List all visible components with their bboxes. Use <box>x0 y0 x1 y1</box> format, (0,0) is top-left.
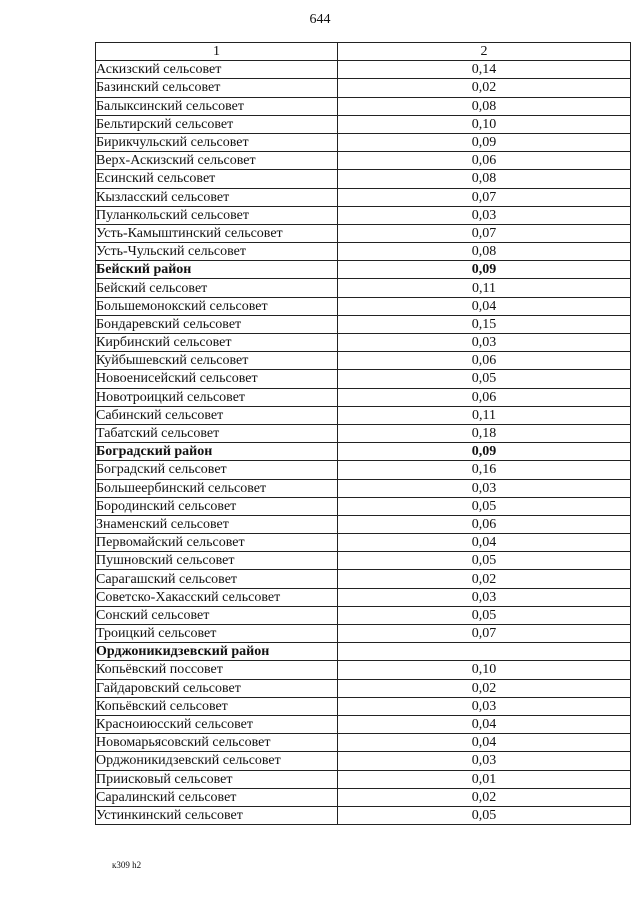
table-row <box>96 770 631 788</box>
table-row <box>96 370 631 388</box>
table-row <box>96 152 631 170</box>
table-row <box>96 224 631 242</box>
column-header-1: 1 <box>96 43 338 61</box>
table-row <box>96 734 631 752</box>
row-name: Орджоникидзевский сельсовет <box>96 752 338 770</box>
row-value: 0,05 <box>338 806 631 824</box>
row-value: 0,03 <box>338 479 631 497</box>
row-name: Кызласский сельсовет <box>96 188 338 206</box>
footer-code: к309 h2 <box>112 860 142 870</box>
row-name: Балыксинский сельсовет <box>96 97 338 115</box>
table-row <box>96 497 631 515</box>
row-value: 0,05 <box>338 606 631 624</box>
table-row <box>96 388 631 406</box>
row-value: 0,02 <box>338 79 631 97</box>
table-row <box>96 79 631 97</box>
table-row <box>96 625 631 643</box>
row-value: 0,08 <box>338 97 631 115</box>
row-value: 0,09 <box>338 443 631 461</box>
row-name: Пушновский сельсовет <box>96 552 338 570</box>
row-value: 0,16 <box>338 461 631 479</box>
data-table <box>95 42 631 825</box>
table-row <box>96 133 631 151</box>
table-row <box>96 606 631 624</box>
table-row <box>96 61 631 79</box>
table-row <box>96 115 631 133</box>
table-row <box>96 643 631 661</box>
row-value: 0,02 <box>338 570 631 588</box>
table-row <box>96 552 631 570</box>
row-name: Орджоникидзевский район <box>96 643 338 661</box>
row-name: Сонский сельсовет <box>96 606 338 624</box>
row-value: 0,03 <box>338 588 631 606</box>
row-name: Большеербинский сельсовет <box>96 479 338 497</box>
row-name: Пуланкольский сельсовет <box>96 206 338 224</box>
row-value: 0,04 <box>338 534 631 552</box>
table-row <box>96 243 631 261</box>
row-name: Устинкинский сельсовет <box>96 806 338 824</box>
row-value <box>338 643 631 661</box>
table-row <box>96 534 631 552</box>
table-row <box>96 515 631 533</box>
row-value: 0,14 <box>338 61 631 79</box>
row-name: Бейский район <box>96 261 338 279</box>
row-name: Аскизский сельсовет <box>96 61 338 79</box>
row-value: 0,07 <box>338 188 631 206</box>
row-value: 0,05 <box>338 552 631 570</box>
row-name: Усть-Чульский сельсовет <box>96 243 338 261</box>
table-row <box>96 479 631 497</box>
row-value: 0,05 <box>338 497 631 515</box>
table-header-row <box>96 43 631 61</box>
row-value: 0,08 <box>338 243 631 261</box>
table-row <box>96 424 631 442</box>
row-value: 0,07 <box>338 224 631 242</box>
table-row <box>96 297 631 315</box>
table-row <box>96 715 631 733</box>
table-row <box>96 352 631 370</box>
row-name: Есинский сельсовет <box>96 170 338 188</box>
row-name: Бейский сельсовет <box>96 279 338 297</box>
row-value: 0,18 <box>338 424 631 442</box>
row-value: 0,10 <box>338 661 631 679</box>
row-value: 0,06 <box>338 152 631 170</box>
table-row <box>96 806 631 824</box>
row-name: Боградский район <box>96 443 338 461</box>
row-value: 0,03 <box>338 697 631 715</box>
row-name: Знаменский сельсовет <box>96 515 338 533</box>
table-row <box>96 188 631 206</box>
row-name: Верх-Аскизский сельсовет <box>96 152 338 170</box>
row-name: Куйбышевский сельсовет <box>96 352 338 370</box>
table-row <box>96 570 631 588</box>
row-name: Бирикчульский сельсовет <box>96 133 338 151</box>
row-name: Бондаревский сельсовет <box>96 315 338 333</box>
table-row <box>96 679 631 697</box>
table-row <box>96 788 631 806</box>
table-row <box>96 461 631 479</box>
page-number: 644 <box>309 12 331 27</box>
row-value: 0,10 <box>338 115 631 133</box>
row-name: Кирбинский сельсовет <box>96 334 338 352</box>
row-name: Красноиюсский сельсовет <box>96 715 338 733</box>
table-row <box>96 443 631 461</box>
row-value: 0,11 <box>338 279 631 297</box>
row-name: Приисковый сельсовет <box>96 770 338 788</box>
row-value: 0,03 <box>338 752 631 770</box>
row-value: 0,06 <box>338 352 631 370</box>
row-value: 0,03 <box>338 206 631 224</box>
row-value: 0,04 <box>338 715 631 733</box>
table-row <box>96 697 631 715</box>
row-name: Сабинский сельсовет <box>96 406 338 424</box>
table-row <box>96 261 631 279</box>
row-name: Боградский сельсовет <box>96 461 338 479</box>
row-name: Копьёвский поссовет <box>96 661 338 679</box>
table-row <box>96 170 631 188</box>
row-name: Усть-Камыштинский сельсовет <box>96 224 338 242</box>
row-name: Большемонокский сельсовет <box>96 297 338 315</box>
row-value: 0,06 <box>338 388 631 406</box>
row-value: 0,15 <box>338 315 631 333</box>
table-body <box>96 61 631 825</box>
table-row <box>96 206 631 224</box>
row-name: Советско-Хакасский сельсовет <box>96 588 338 606</box>
row-value: 0,03 <box>338 334 631 352</box>
column-header-2: 2 <box>338 43 631 61</box>
row-value: 0,06 <box>338 515 631 533</box>
row-name: Троицкий сельсовет <box>96 625 338 643</box>
table-row <box>96 406 631 424</box>
row-value: 0,02 <box>338 679 631 697</box>
row-value: 0,01 <box>338 770 631 788</box>
row-name: Сарагашский сельсовет <box>96 570 338 588</box>
row-value: 0,11 <box>338 406 631 424</box>
row-name: Новоенисейский сельсовет <box>96 370 338 388</box>
row-value: 0,08 <box>338 170 631 188</box>
row-value: 0,02 <box>338 788 631 806</box>
row-name: Саралинский сельсовет <box>96 788 338 806</box>
row-name: Копьёвский сельсовет <box>96 697 338 715</box>
row-value: 0,05 <box>338 370 631 388</box>
row-name: Бельтирский сельсовет <box>96 115 338 133</box>
row-name: Базинский сельсовет <box>96 79 338 97</box>
row-value: 0,09 <box>338 261 631 279</box>
row-value: 0,07 <box>338 625 631 643</box>
table-row <box>96 752 631 770</box>
row-name: Новомарьясовский сельсовет <box>96 734 338 752</box>
table-row <box>96 315 631 333</box>
row-value: 0,09 <box>338 133 631 151</box>
row-name: Табатский сельсовет <box>96 424 338 442</box>
table-row <box>96 279 631 297</box>
row-name: Бородинский сельсовет <box>96 497 338 515</box>
table-row <box>96 661 631 679</box>
row-name: Первомайский сельсовет <box>96 534 338 552</box>
table-row <box>96 334 631 352</box>
row-value: 0,04 <box>338 734 631 752</box>
row-name: Гайдаровский сельсовет <box>96 679 338 697</box>
table-row <box>96 97 631 115</box>
table-row <box>96 588 631 606</box>
row-name: Новотроицкий сельсовет <box>96 388 338 406</box>
row-value: 0,04 <box>338 297 631 315</box>
